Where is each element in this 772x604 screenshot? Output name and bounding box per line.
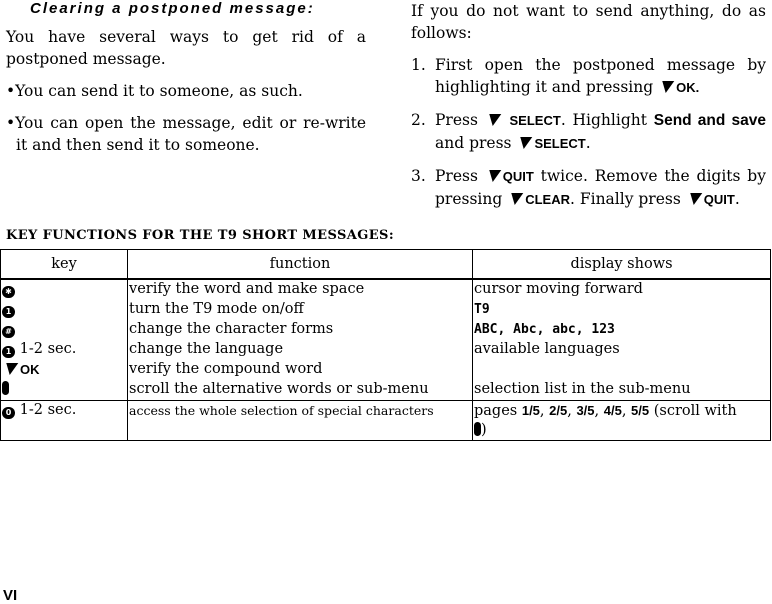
key-label: QUIT [502,169,534,184]
page-label: 1/5 [521,403,540,418]
table-row [1,360,771,380]
table-row [1,340,771,360]
section-heading: Clearing a postponed message: [30,0,315,17]
key-label: QUIT [703,192,735,207]
key-label: SELECT [534,136,586,151]
display-cell: available languages [473,340,771,360]
key-text: 1-2 sec. [19,402,77,418]
step-number: 1. [411,56,426,74]
step-text: Press [435,111,478,129]
table-title: KEY FUNCTIONS FOR THE T9 SHORT MESSAGES: [6,228,395,243]
star-key-icon: ✱ [2,286,15,298]
table-row [1,401,771,441]
function-cell: verify the compound word [128,360,473,380]
softkey-icon [4,363,19,375]
step-3: 3. Press QUIT twice. Remove the digits by pressing CLEAR. Finally press QUIT. [411,167,766,208]
table-row [1,300,771,320]
scroll-key-icon [2,381,9,395]
function-cell: verify the word and make space [128,279,473,300]
step-1 [411,54,766,99]
display-cell: T9 [473,300,771,320]
key-text: OK [20,362,40,377]
function-cell: turn the T9 mode on/off [128,300,473,320]
softkey-icon [660,81,675,93]
scroll-key-icon [474,422,481,436]
display-cell: pages 1/5, 2/5, 3/5, 4/5, 5/5 (scroll with ) [473,401,771,441]
softkey-icon [486,170,501,182]
display-cell: ABC, Abc, abc, 123 [473,320,771,340]
function-cell: change the language [128,340,473,360]
page-label: 4/5 [603,403,622,418]
page-label: 5/5 [631,403,650,418]
column-header: display shows [473,250,771,280]
function-cell: scroll the alternative words or sub-menu [128,380,473,401]
one-key-icon: 1 [2,346,15,358]
step-text: Press [435,167,478,185]
display-cell: cursor moving forward [473,279,771,300]
step-number: 3. [411,167,426,185]
key-text: 1-2 sec. [19,341,77,357]
table-row [1,320,771,340]
softkey-icon [687,193,702,205]
column-header: key [1,250,128,280]
key-label: OK. [676,80,700,95]
step-text: . Finally press [570,190,681,208]
key-label: CLEAR [525,192,570,207]
right-column [411,0,766,221]
step-number: 2. [411,111,426,129]
page-label: 2/5 [549,403,568,418]
display-cell [473,360,771,380]
bullet-edit: •You can open the message, edit or re-write it and then send it to someone. [6,114,366,154]
column-header: function [128,250,473,280]
function-cell: change the character forms [128,320,473,340]
hash-key-icon: # [2,326,15,338]
step-text: and press [435,134,512,152]
step-text: . Highlight [560,111,647,129]
step-text: twice. Remove the digits by pressing [435,167,766,208]
one-key-icon: 1 [2,306,15,318]
display-prefix: pages [474,403,518,419]
table-row [1,279,771,300]
step-2: 2. Press SELECT. Highlight Send and save and press SELECT. [411,111,767,152]
bullet-send: •You can send it to someone, as such. [6,82,303,100]
page-label: 3/5 [576,403,595,418]
softkey-icon [518,137,533,149]
step-text: First open the postponed message by highlighting it and pressing [435,56,766,96]
table-row [1,380,771,401]
softkey-icon [509,193,524,205]
function-cell: access the whole selection of special characters [128,401,473,441]
page-number: VI [3,587,18,604]
display-end: ) [481,422,487,438]
right-intro: If you do not want to send anything, do as follows: [411,2,766,42]
intro-paragraph: You have several ways to get rid of a postponed message. [6,28,366,68]
display-cell: selection list in the sub-menu [473,380,771,401]
left-column [6,26,366,166]
softkey-icon [486,114,501,126]
key-label: SELECT [509,113,561,128]
zero-key-icon: 0 [2,407,15,419]
option-label: Send and save [653,112,767,129]
key-functions-table [0,249,771,441]
display-suffix: (scroll with [653,403,737,419]
